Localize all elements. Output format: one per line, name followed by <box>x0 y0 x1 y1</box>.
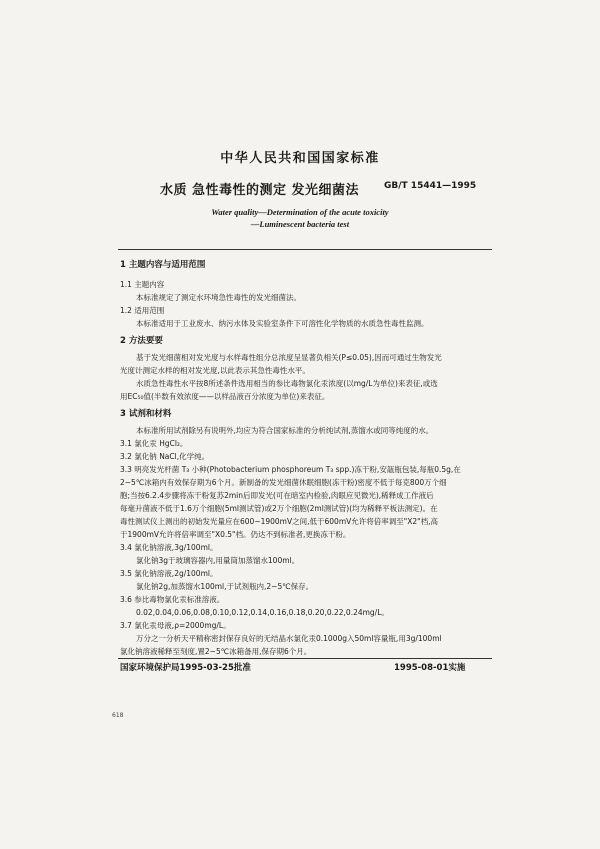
item-3-4-text: 氯化钠3g于玻璃容器内,用量筒加蒸馏水100ml。 <box>136 556 300 565</box>
item-3-1: 3.1 氯化汞 HgCl₂。 <box>120 439 188 448</box>
subsection-1-2: 1.2 适用范围 <box>120 306 165 315</box>
item-3-3-line5: 毒性测试仪上测出的初始发光量应在600~1900mV之间,低于600mV允许将倍率调至"X2"档,高 <box>120 517 438 526</box>
section-1-heading: 1 主题内容与适用范围 <box>120 260 206 270</box>
top-divider <box>118 249 492 250</box>
section-2-para1-line1: 基于发光细菌相对发光度与水样毒性组分总浓度呈显著负相关(P≤0.05),因而可通过生物发光 <box>136 353 442 362</box>
section-2-para2-line1: 水质急性毒性水平按8所述条件选用相当的参比毒物氯化汞浓度(以mg/L为单位)来表征,或选 <box>136 379 438 388</box>
english-title-line-1: Water quality—Determination of the acute toxicity <box>211 207 389 217</box>
subsection-1-2-text: 本标准适用于工业废水、纳污水体及实验室条件下可溶性化学物质的水质急性毒性监测。 <box>136 319 429 328</box>
section-2-heading: 2 方法要要 <box>120 336 163 346</box>
section-3-intro: 本标准所用试剂除另有说明外,均应为符合国家标准的分析纯试剂,蒸馏水或同等纯度的水。 <box>136 426 434 435</box>
item-3-3-line4: 每毫升菌液不低于1.6万个细胞(5ml测试管)或2万个细胞(2ml测试管)(均为稀释平板法测定)。在 <box>120 504 438 513</box>
document-title: 水质 急性毒性的测定 发光细菌法 <box>160 183 360 198</box>
subsection-1-1: 1.1 主题内容 <box>120 280 165 289</box>
item-3-6-text: 0.02,0.04,0.06,0.08,0.10,0.12,0.14,0.16,0.18,0.20,0.22,0.24mg/L。 <box>136 608 389 617</box>
english-title-line-2: —Luminescent bacteria test <box>250 219 350 229</box>
item-3-3-line6: 于1900mV允许将倍率调至"X0.5"档。仍达不到标准者,更换冻干粉。 <box>120 530 351 539</box>
subsection-1-1-text: 本标准规定了测定水环境急性毒性的发光细菌法。 <box>136 293 301 302</box>
item-3-3-line2: 2~5℃冰箱内有效保存期为6个月。新制备的发光细菌休眠细胞(冻干粉)密度不低于每克800万个细 <box>120 478 447 487</box>
item-3-3-line3: 胞;当按6.2.4步骤将冻干粉复苏2min后即发光(可在暗室内检验,肉眼应见微光),稀释成工作液后 <box>120 491 434 500</box>
item-3-2: 3.2 氯化钠 NaCl,化学纯。 <box>120 452 210 461</box>
item-3-5-text: 氯化钠2g,加蒸馏水100ml,于试剂瓶内,2~5℃保存。 <box>136 582 314 591</box>
item-3-5: 3.5 氯化钠溶液,2g/100ml。 <box>120 569 218 578</box>
section-3-heading: 3 试剂和材料 <box>120 409 172 419</box>
standard-number: GB/T 15441—1995 <box>384 181 477 191</box>
item-3-7-line1: 万分之一分析天平精称密封保存良好的无结晶水氯化汞0.1000g入50ml容量瓶,用3g/100ml <box>136 634 442 643</box>
item-3-3-line1: 3.3 明亮发光杆菌 T₃ 小种(Photobacterium phosphoreum T₃ spp.)冻干粉,安瓿瓶包装,每瓶0.5g,在 <box>120 465 461 474</box>
item-3-6: 3.6 参比毒物氯化汞标准溶液。 <box>120 595 225 604</box>
item-3-7: 3.7 氯化汞母液,ρ=2000mg/L。 <box>120 621 231 630</box>
item-3-4: 3.4 氯化钠溶液,3g/100ml。 <box>120 543 218 552</box>
section-2-para1-line2: 光度计测定水样的相对发光度,以此表示其急性毒性水平。 <box>120 366 310 375</box>
page-number: 618 <box>112 712 124 719</box>
section-2-para2-line2: 用EC₅₀值(半数有效浓度——以样品液百分浓度为单位)来表征。 <box>120 392 330 401</box>
bottom-divider <box>118 658 492 659</box>
national-standard-header: 中华人民共和国国家标准 <box>220 151 380 166</box>
implementation-date: 1995-08-01实施 <box>394 663 466 673</box>
item-3-7-line2: 氯化钠溶液稀释至刻度,置2~5℃冰箱备用,保存期6个月。 <box>120 647 312 656</box>
approval-date: 国家环境保护局1995-03-25批准 <box>120 663 251 673</box>
